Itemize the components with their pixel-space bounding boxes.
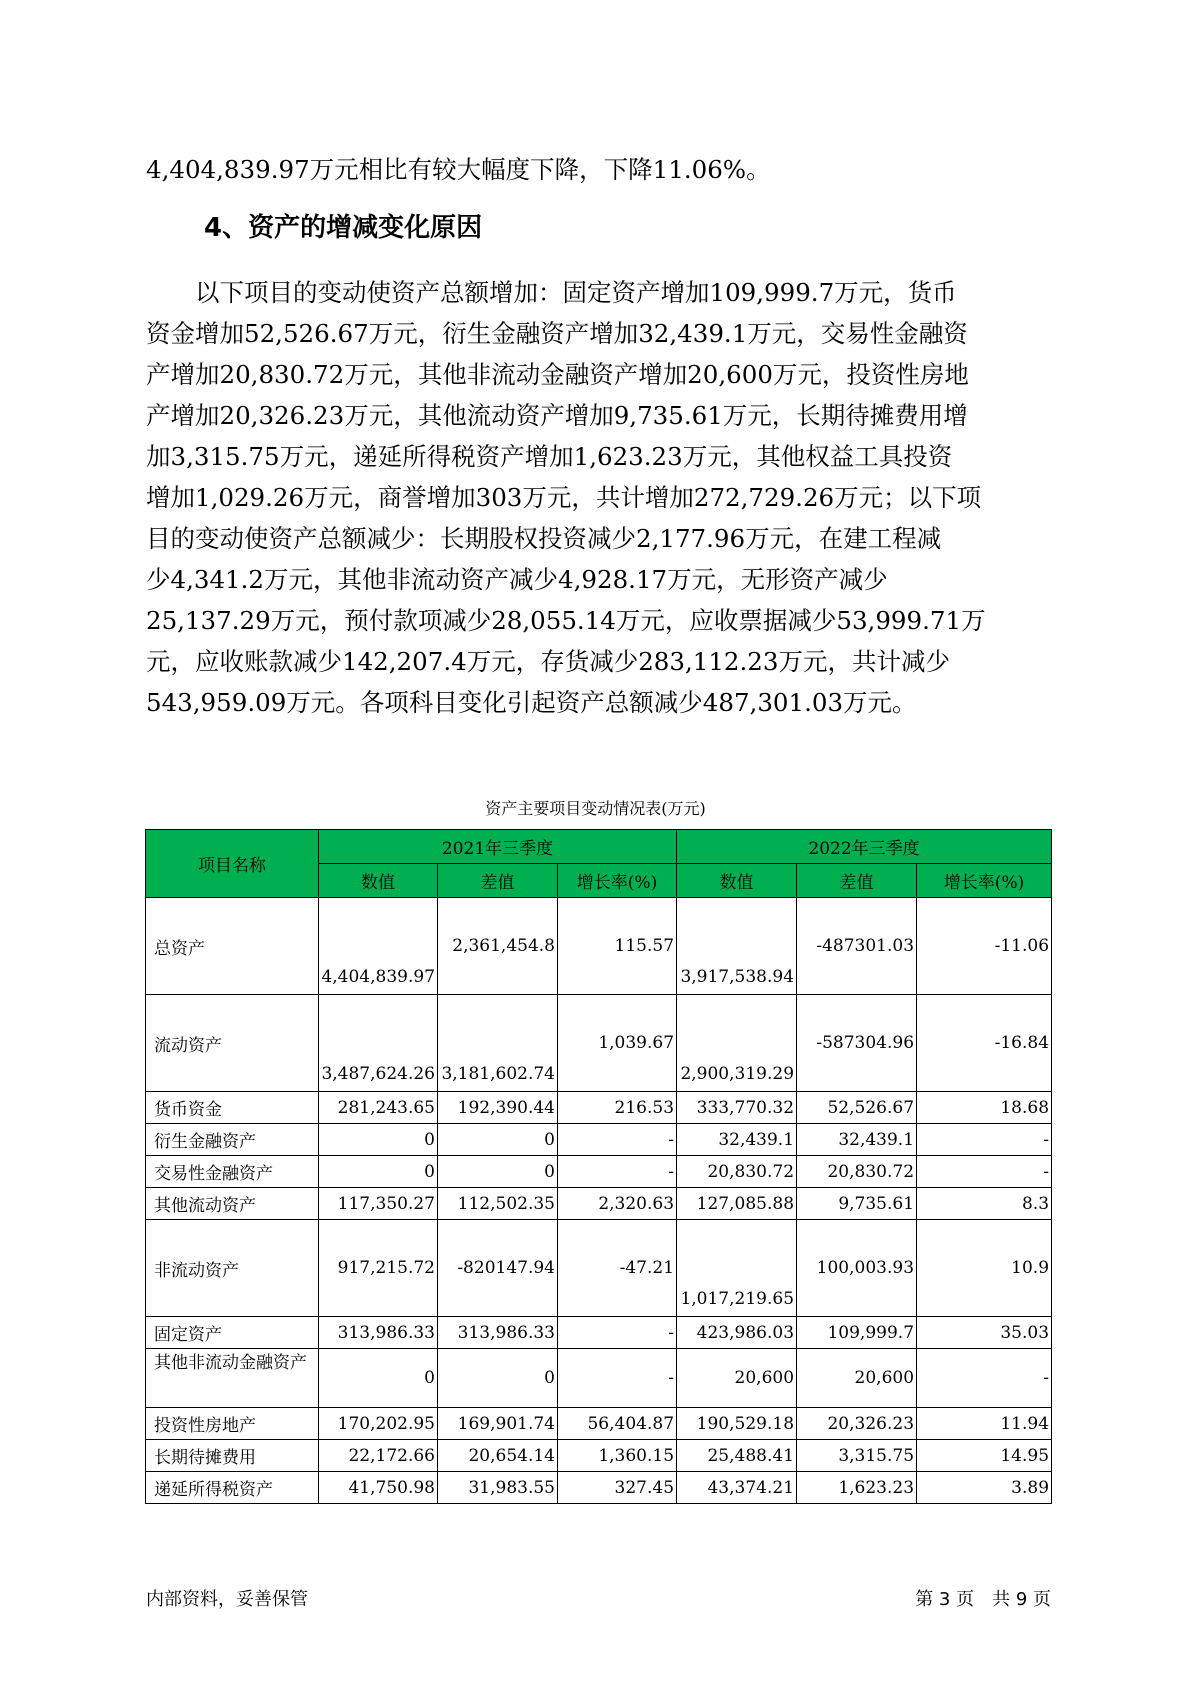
row-item-name: 总资产 [146,898,319,995]
cell-r22: -11.06 [917,898,1052,995]
table-row [146,1317,1052,1349]
cell-r21: - [558,1156,677,1188]
header-value-2022: 数值 [677,864,797,898]
cell-r22: 14.95 [917,1440,1052,1472]
cell-d22: 20,600 [797,1349,917,1408]
paragraph-line: 少4,341.2万元，其他非流动资产减少4,928.17万元，无形资产减少 [146,565,888,594]
row-item-name: 交易性金融资产 [146,1156,319,1188]
row-item-name: 衍生金融资产 [146,1124,319,1156]
cell-d21: 169,901.74 [438,1408,558,1440]
cell-d22: 1,623.23 [797,1472,917,1504]
paragraph-line: 产增加20,326.23万元，其他流动资产增加9,735.61万元，长期待摊费用增 [146,401,968,430]
header-period-2022: 2022年三季度 [677,830,1052,864]
cell-v21: 4,404,839.97 [319,898,438,995]
paragraph-line: 4,404,839.97万元相比有较大幅度下降，下降11.06%。 [146,155,771,184]
cell-r22: - [917,1349,1052,1408]
cell-v22: 423,986.03 [677,1317,797,1349]
cell-v22: 333,770.32 [677,1092,797,1124]
header-rate-2022: 增长率(%) [917,864,1052,898]
cell-v21: 281,243.65 [319,1092,438,1124]
paragraph-top [146,149,1052,190]
cell-r22: 10.9 [917,1220,1052,1317]
cell-d21: 192,390.44 [438,1092,558,1124]
cell-d22: 20,326.23 [797,1408,917,1440]
cell-d21: 0 [438,1124,558,1156]
row-item-name: 固定资产 [146,1317,319,1349]
cell-v21: 117,350.27 [319,1188,438,1220]
cell-v22: 190,529.18 [677,1408,797,1440]
cell-r21: 1,039.67 [558,995,677,1092]
cell-v21: 0 [319,1156,438,1188]
section-heading: 4、资产的增减变化原因 [204,213,483,243]
cell-d22: 109,999.7 [797,1317,917,1349]
table-row [146,1156,1052,1188]
row-item-name: 货币资金 [146,1092,319,1124]
table-row [146,995,1052,1092]
table-row [146,1220,1052,1317]
cell-r21: 2,320.63 [558,1188,677,1220]
cell-d22: 32,439.1 [797,1124,917,1156]
cell-r21: - [558,1317,677,1349]
cell-r22: 35.03 [917,1317,1052,1349]
cell-v22: 43,374.21 [677,1472,797,1504]
cell-r22: - [917,1124,1052,1156]
header-value-2021: 数值 [319,864,438,898]
paragraph-main [146,272,1052,723]
cell-v21: 3,487,624.26 [319,995,438,1092]
cell-r22: 18.68 [917,1092,1052,1124]
cell-r21: - [558,1124,677,1156]
cell-r21: 1,360.15 [558,1440,677,1472]
cell-d21: 112,502.35 [438,1188,558,1220]
cell-d21: -820147.94 [438,1220,558,1317]
table-row [146,1188,1052,1220]
row-item-name: 其他流动资产 [146,1188,319,1220]
cell-v21: 0 [319,1349,438,1408]
cell-v22: 20,830.72 [677,1156,797,1188]
paragraph-line: 543,959.09万元。各项科目变化引起资产总额减少487,301.03万元。 [146,688,917,717]
row-item-name: 长期待摊费用 [146,1440,319,1472]
paragraph-line: 加3,315.75万元，递延所得税资产增加1,623.23万元，其他权益工具投资 [146,442,953,471]
cell-r22: 8.3 [917,1188,1052,1220]
cell-d22: 100,003.93 [797,1220,917,1317]
paragraph-line: 产增加20,830.72万元，其他非流动金融资产增加20,600万元，投资性房地 [146,360,969,389]
row-item-name: 非流动资产 [146,1220,319,1317]
cell-r22: 11.94 [917,1408,1052,1440]
cell-v22: 3,917,538.94 [677,898,797,995]
cell-v22: 127,085.88 [677,1188,797,1220]
cell-v21: 41,750.98 [319,1472,438,1504]
cell-d21: 0 [438,1156,558,1188]
cell-d22: -587304.96 [797,995,917,1092]
table-row [146,1092,1052,1124]
cell-r21: 216.53 [558,1092,677,1124]
cell-r22: 3.89 [917,1472,1052,1504]
cell-v22: 1,017,219.65 [677,1220,797,1317]
paragraph-line: 目的变动使资产总额减少：长期股权投资减少2,177.96万元，在建工程减 [146,524,942,553]
cell-v22: 20,600 [677,1349,797,1408]
cell-d21: 2,361,454.8 [438,898,558,995]
cell-d22: -487301.03 [797,898,917,995]
row-item-name: 递延所得税资产 [146,1472,319,1504]
cell-v22: 32,439.1 [677,1124,797,1156]
cell-r21: - [558,1349,677,1408]
paragraph-line: 资金增加52,526.67万元，衍生金融资产增加32,439.1万元，交易性金融资 [146,319,968,348]
cell-v22: 25,488.41 [677,1440,797,1472]
cell-d21: 0 [438,1349,558,1408]
row-item-name: 其他非流动金融资产 [146,1349,319,1408]
table-row [146,1124,1052,1156]
cell-r21: 56,404.87 [558,1408,677,1440]
cell-d21: 20,654.14 [438,1440,558,1472]
cell-v21: 22,172.66 [319,1440,438,1472]
cell-d22: 20,830.72 [797,1156,917,1188]
table-caption: 资产主要项目变动情况表(万元) [485,799,706,818]
table-row [146,1472,1052,1504]
table-row [146,898,1052,995]
cell-d21: 313,986.33 [438,1317,558,1349]
cell-v21: 170,202.95 [319,1408,438,1440]
cell-r21: 115.57 [558,898,677,995]
cell-r22: -16.84 [917,995,1052,1092]
footer-confidential: 内部资料，妥善保管 [146,1589,308,1610]
cell-r21: -47.21 [558,1220,677,1317]
cell-v22: 2,900,319.29 [677,995,797,1092]
table-body [146,898,1052,1504]
cell-v21: 313,986.33 [319,1317,438,1349]
table-row [146,1440,1052,1472]
cell-d21: 3,181,602.74 [438,995,558,1092]
table-row [146,1408,1052,1440]
cell-v21: 917,215.72 [319,1220,438,1317]
row-item-name: 投资性房地产 [146,1408,319,1440]
header-period-2021: 2021年三季度 [319,830,677,864]
row-item-name: 流动资产 [146,995,319,1092]
cell-v21: 0 [319,1124,438,1156]
paragraph-line: 25,137.29万元，预付款项减少28,055.14万元，应收票据减少53,999.71万 [146,606,986,635]
header-rate-2021: 增长率(%) [558,864,677,898]
cell-r21: 327.45 [558,1472,677,1504]
cell-r22: - [917,1156,1052,1188]
cell-d22: 3,315.75 [797,1440,917,1472]
paragraph-line: 以下项目的变动使资产总额增加：固定资产增加109,999.7万元，货币 [146,278,957,307]
header-diff-2021: 差值 [438,864,558,898]
asset-change-table [145,829,1052,1504]
header-diff-2022: 差值 [797,864,917,898]
cell-d22: 52,526.67 [797,1092,917,1124]
cell-d21: 31,983.55 [438,1472,558,1504]
paragraph-line: 元，应收账款减少142,207.4万元，存货减少283,112.23万元，共计减少 [146,647,950,676]
cell-d22: 9,735.61 [797,1188,917,1220]
header-item-name: 项目名称 [146,830,319,898]
table-row [146,1349,1052,1408]
paragraph-line: 增加1,029.26万元，商誉增加303万元，共计增加272,729.26万元；以下项 [146,483,982,512]
footer-page-number: 第 3 页 共 9 页 [915,1589,1051,1610]
